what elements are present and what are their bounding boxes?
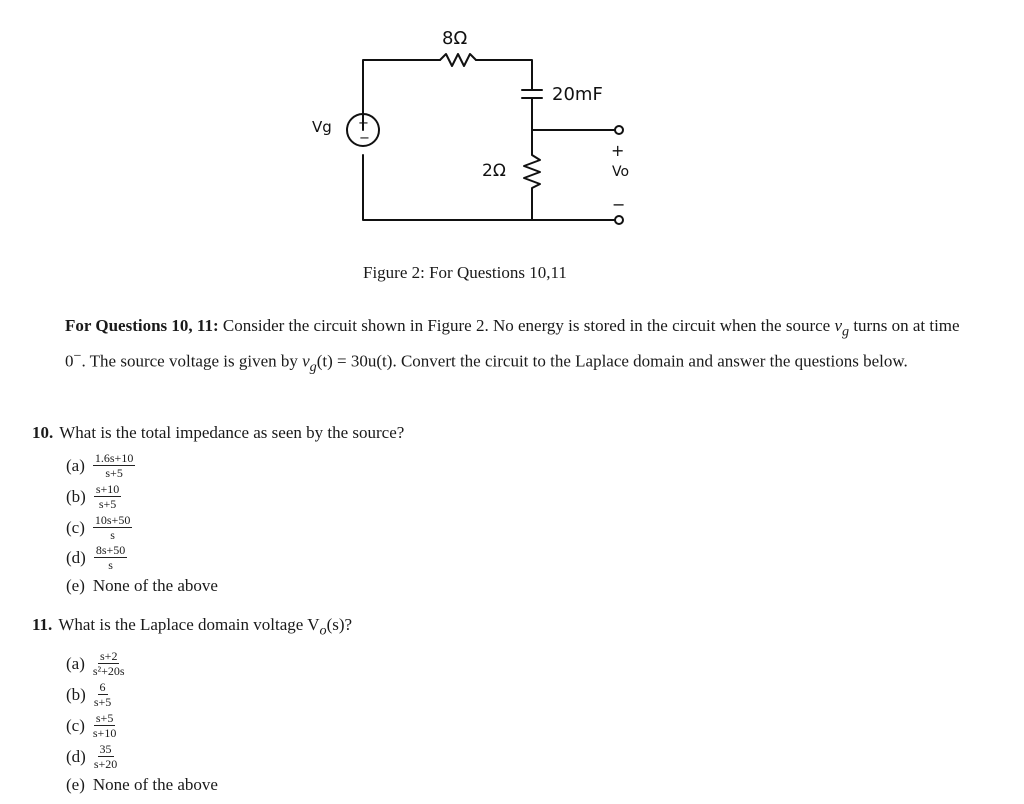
q10-option-c-fraction xyxy=(93,514,132,541)
question-10 xyxy=(32,423,404,443)
intro-text-1: Consider the circuit shown in Figure 2. No energy is stored in the circuit when the source xyxy=(218,316,835,335)
q11-option-d-label: (d) xyxy=(66,746,86,766)
label-vo: Vo xyxy=(612,164,630,180)
q11-option-d-den: s+20 xyxy=(93,757,118,771)
intro-var-vg: v xyxy=(834,316,842,335)
question-10-text: What is the total impedance as seen by the source? xyxy=(59,423,405,442)
q10-option-d-den: s xyxy=(108,558,113,572)
q11-option-d-fraction xyxy=(94,743,117,770)
q11-option-b-fraction xyxy=(94,681,111,708)
q11-option-d-num: 35 xyxy=(99,742,112,756)
intro-eq-v: v xyxy=(302,352,310,372)
q10-option-c-num: 10s+50 xyxy=(94,513,131,527)
q10-option-a-label: (a) xyxy=(66,455,85,475)
q10-option-a[interactable] xyxy=(66,452,135,482)
q10-option-a-fraction xyxy=(93,452,135,479)
question-11-number: 11. xyxy=(32,615,53,634)
question-11-text-end: (s)? xyxy=(326,615,353,634)
q11-option-e-text: None of the above xyxy=(92,775,218,795)
q10-option-c-den: s xyxy=(110,528,115,542)
label-output-plus: + xyxy=(611,141,625,160)
q10-option-b-num: s+10 xyxy=(95,482,120,496)
figure-caption: Figure 2: For Questions 10,11 xyxy=(363,263,567,282)
intro-text-4: . Convert the circuit to the Laplace domain and answer the questions below. xyxy=(392,352,908,372)
intro-paragraph xyxy=(65,313,965,380)
q10-option-d-label: (d) xyxy=(66,547,86,567)
intro-text-3: . The source voltage is given by xyxy=(81,352,303,372)
q10-option-c-label: (c) xyxy=(66,517,85,537)
q11-option-c-den: s+10 xyxy=(92,726,117,740)
q11-option-a-fraction xyxy=(93,650,125,677)
q11-option-c-num: s+5 xyxy=(95,711,114,725)
wire-top-right xyxy=(476,60,532,90)
q11-option-c-label: (c) xyxy=(66,715,85,735)
question-11 xyxy=(32,615,352,639)
source-minus-sign: − xyxy=(359,131,370,146)
resistor-2ohm xyxy=(524,130,540,220)
question-11-text-sub: o xyxy=(319,622,327,639)
q11-option-c-fraction xyxy=(93,712,116,739)
q10-option-c[interactable] xyxy=(66,514,132,544)
intro-eq-sub: g xyxy=(309,359,317,376)
intro-lead: For Questions 10, 11: xyxy=(65,316,219,335)
q11-option-a[interactable] xyxy=(66,650,125,680)
q10-option-b-den: s+5 xyxy=(98,497,117,511)
q10-option-b-fraction xyxy=(94,483,121,510)
circuit-diagram xyxy=(300,20,660,245)
q10-option-d[interactable] xyxy=(66,544,127,574)
question-10-number: 10. xyxy=(32,423,54,442)
intro-eq-rest: (t) = 30u(t) xyxy=(316,352,393,372)
q10-option-d-fraction xyxy=(94,544,127,571)
q10-option-a-num: 1.6s+10 xyxy=(94,451,134,465)
q11-option-d[interactable] xyxy=(66,743,117,773)
q11-option-e[interactable] xyxy=(66,774,218,804)
q10-option-a-den: s+5 xyxy=(105,466,123,480)
q11-option-a-num: s+2 xyxy=(100,649,118,663)
q11-option-a-label: (a) xyxy=(66,653,85,673)
resistor-8ohm xyxy=(440,54,476,66)
source-plus-sign: + xyxy=(358,116,369,131)
q10-option-e[interactable] xyxy=(66,575,218,605)
label-output-minus: − xyxy=(612,195,626,214)
label-8ohm: 8Ω xyxy=(442,28,468,49)
terminal-minus xyxy=(615,216,623,224)
q10-option-e-text: None of the above xyxy=(92,576,218,596)
q10-option-b-label: (b) xyxy=(66,486,86,506)
capacitor-20mF xyxy=(522,90,542,98)
q11-option-e-label: (e) xyxy=(66,775,85,795)
q11-option-b-num: 6 xyxy=(99,680,106,694)
q11-option-b-label: (b) xyxy=(66,684,86,704)
label-vg: Vg xyxy=(312,118,332,136)
q10-option-d-num: 8s+50 xyxy=(95,543,126,557)
label-20mF: 20mF xyxy=(552,84,603,105)
intro-var-vg-sub: g xyxy=(842,323,850,340)
question-11-text: What is the Laplace domain voltage V xyxy=(58,615,320,634)
q11-option-b[interactable] xyxy=(66,681,111,711)
q10-option-e-label: (e) xyxy=(66,576,85,596)
q11-option-c[interactable] xyxy=(66,712,116,742)
q11-option-a-den: s²+20s xyxy=(92,664,125,678)
terminal-plus xyxy=(615,126,623,134)
intro-text-2-sup: − xyxy=(73,348,82,365)
label-2ohm: 2Ω xyxy=(482,161,506,181)
q11-option-b-den: s+5 xyxy=(93,695,112,709)
q10-option-b[interactable] xyxy=(66,483,121,513)
intro-text-2: turns on at time 0 xyxy=(65,316,960,372)
